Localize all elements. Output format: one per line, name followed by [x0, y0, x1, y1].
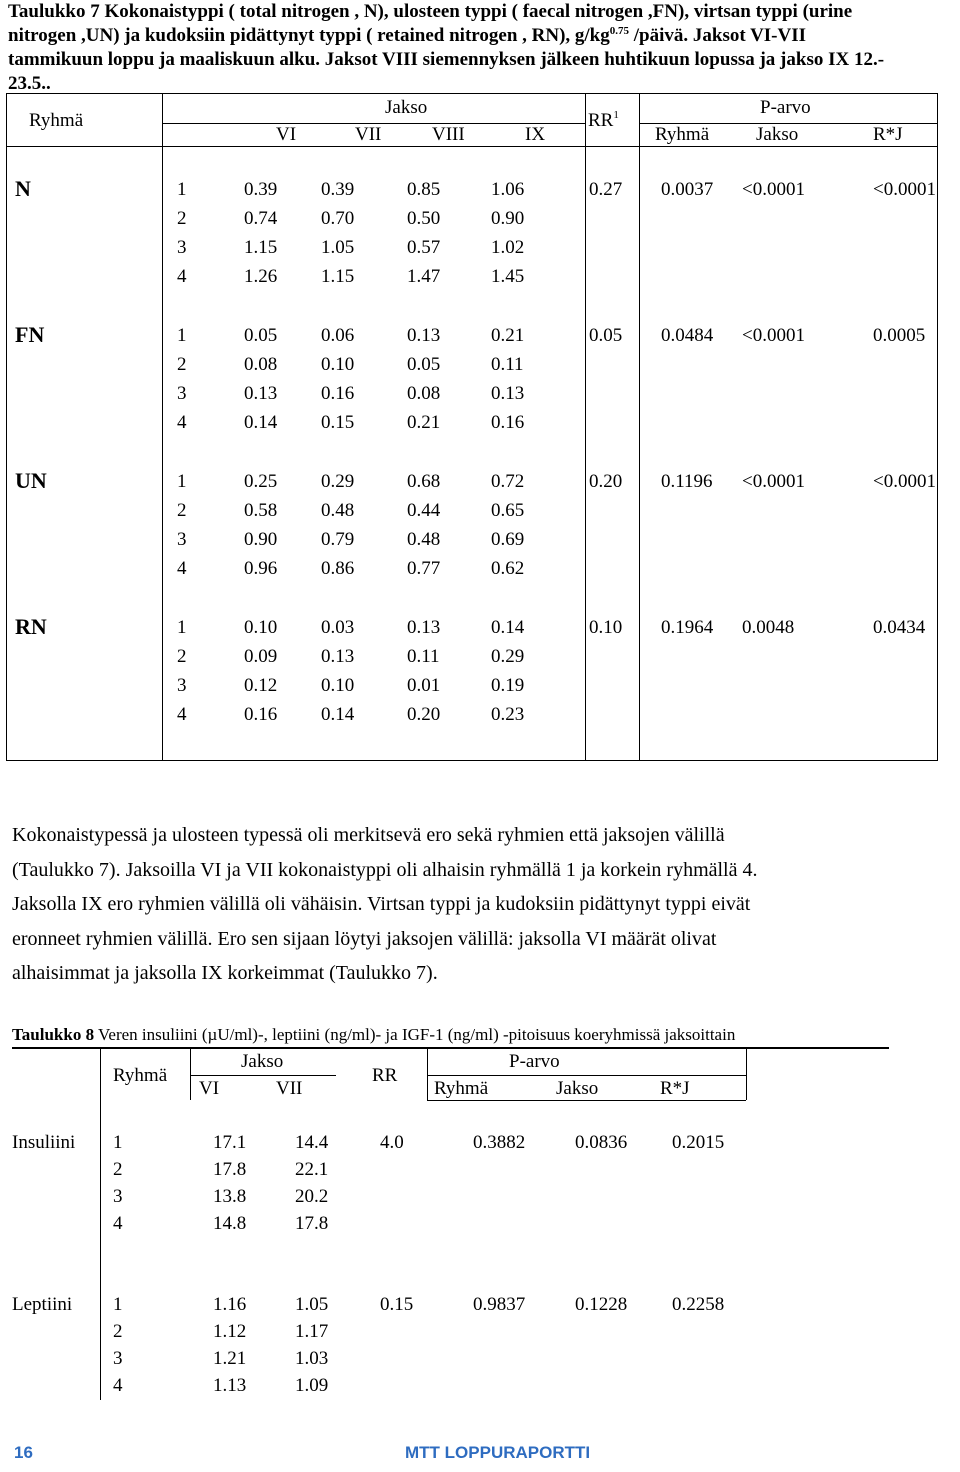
table-divider: [585, 94, 586, 760]
header-p-ryhma: Ryhmä: [434, 1078, 489, 1099]
paragraph-line: eronneet ryhmien välillä. Ero sen sijaan löytyi jaksojen välillä: jaksolla VI määrät olivat: [12, 927, 717, 950]
value-cell-vii: 0.13: [321, 646, 355, 667]
group-label: N: [15, 176, 31, 201]
header-rr-text: RR: [588, 110, 614, 131]
table8-caption: [12, 1024, 735, 1046]
value-cell-vi: 17.1: [213, 1132, 247, 1153]
value-cell-vii: 0.16: [321, 383, 355, 404]
table-divider: [190, 1048, 191, 1100]
stat-cell-p-rj: <0.0001: [873, 471, 936, 492]
value-cell-ix: 0.90: [491, 208, 525, 229]
caption-line: tammikuun loppu ja maaliskuun alku. Jaksot VIII siemennyksen jälkeen huhtikuun lopussa ja jakso IX 12.-: [8, 49, 885, 70]
header-p-rj: R*J: [873, 124, 903, 145]
value-cell-viii: 0.13: [407, 617, 441, 638]
value-cell-vi: 1.16: [213, 1294, 247, 1315]
table7: [6, 93, 938, 761]
header-p-ryhma: Ryhmä: [655, 124, 710, 145]
value-cell-vi: 0.90: [244, 529, 278, 550]
caption-line: [8, 24, 953, 48]
value-cell-vi: 0.12: [244, 675, 278, 696]
stat-cell-p-rj: 0.2015: [672, 1132, 725, 1153]
header-ryhma: Ryhmä: [113, 1065, 168, 1086]
stat-cell-p-jakso: 0.0836: [575, 1132, 628, 1153]
header-jakso: Jakso: [385, 97, 428, 118]
header-jakso: Jakso: [241, 1051, 284, 1072]
value-cell-ix: 0.65: [491, 500, 525, 521]
group-number-cell: 1: [177, 617, 187, 638]
group-number-cell: 3: [177, 237, 187, 258]
header-rule: [427, 1100, 746, 1101]
group-number-cell: 1: [113, 1294, 123, 1315]
value-cell-ix: 0.13: [491, 383, 525, 404]
stat-cell-rr: 0.10: [589, 617, 623, 638]
table-divider: [162, 94, 163, 760]
paragraph-line: alhaisimmat ja jaksolla IX korkeimmat (Taulukko 7).: [12, 962, 438, 984]
table-divider: [746, 1048, 747, 1100]
group-number-cell: 4: [177, 412, 187, 433]
value-cell-vii: 1.09: [295, 1375, 329, 1396]
value-cell-vii: 1.15: [321, 266, 355, 287]
paragraph-line: Kokonaistypessä ja ulosteen typessä oli merkitsevä ero sekä ryhmien että jaksojen välillä: [12, 824, 725, 846]
group-number-cell: 4: [177, 704, 187, 725]
value-cell-ix: 0.19: [491, 675, 525, 696]
header-p-jakso: Jakso: [756, 124, 799, 145]
header-vi: VI: [276, 124, 297, 145]
table-divider: [427, 1048, 428, 1100]
report-title: MTT LOPPURAPORTTI: [405, 1443, 591, 1462]
stat-cell-p-rj: 0.0005: [873, 325, 926, 346]
value-cell-vi: 0.13: [244, 383, 278, 404]
header-ix: IX: [525, 124, 546, 145]
value-cell-viii: 0.57: [407, 237, 441, 258]
group-number-cell: 3: [177, 675, 187, 696]
stat-cell-p-ryhma: 0.1964: [661, 617, 714, 638]
header-rr: [588, 110, 619, 132]
value-cell-vi: 0.39: [244, 179, 278, 200]
value-cell-vi: 17.8: [213, 1159, 247, 1180]
value-cell-vii: 0.03: [321, 617, 355, 638]
value-cell-vi: 13.8: [213, 1186, 247, 1207]
value-cell-ix: 0.72: [491, 471, 525, 492]
value-cell-viii: 0.11: [407, 646, 440, 667]
stat-cell-p-jakso: <0.0001: [742, 325, 805, 346]
stat-cell-p-rj: <0.0001: [873, 179, 936, 200]
value-cell-vi: 1.13: [213, 1375, 247, 1396]
paragraph-line: Jaksolla IX ero ryhmien välillä oli vähäisin. Virtsan typpi ja kudoksiin pidättynyt typpi eivät: [12, 893, 751, 915]
stat-cell-p-jakso: <0.0001: [742, 179, 805, 200]
stat-cell-p-jakso: 0.0048: [742, 617, 795, 638]
value-cell-viii: 0.20: [407, 704, 441, 725]
group-label: UN: [15, 468, 47, 493]
header-parvo: P-arvo: [760, 97, 811, 118]
header-vii: VII: [355, 124, 382, 145]
value-cell-viii: 0.68: [407, 471, 441, 492]
stat-cell-p-ryhma: 0.0484: [661, 325, 714, 346]
value-cell-ix: 1.45: [491, 266, 525, 287]
header-viii: VIII: [432, 124, 465, 145]
value-cell-vii: 1.17: [295, 1321, 329, 1342]
stat-cell-p-jakso: 0.1228: [575, 1294, 628, 1315]
group-number-cell: 4: [177, 558, 187, 579]
group-number-cell: 1: [177, 325, 187, 346]
value-cell-viii: 0.01: [407, 675, 441, 696]
value-cell-ix: 0.23: [491, 704, 525, 725]
value-cell-vii: 22.1: [295, 1159, 329, 1180]
header-rr-sup: 1: [613, 109, 619, 121]
value-cell-vii: 0.48: [321, 500, 355, 521]
group-number-cell: 2: [177, 208, 187, 229]
value-cell-ix: 0.11: [491, 354, 524, 375]
stat-cell-p-rj: 0.2258: [672, 1294, 725, 1315]
group-number-cell: 2: [177, 354, 187, 375]
value-cell-viii: 0.48: [407, 529, 441, 550]
stat-cell-p-rj: 0.0434: [873, 617, 926, 638]
stat-cell-p-ryhma: 0.0037: [661, 179, 714, 200]
caption-line: 23.5..: [8, 73, 51, 94]
value-cell-vii: 1.03: [295, 1348, 329, 1369]
value-cell-vii: 0.70: [321, 208, 355, 229]
group-number-cell: 2: [113, 1159, 123, 1180]
value-cell-vi: 0.14: [244, 412, 278, 433]
caption-underline: [12, 1047, 889, 1049]
stat-cell-rr: 0.20: [589, 471, 623, 492]
value-cell-vii: 20.2: [295, 1186, 329, 1207]
stat-cell-p-jakso: <0.0001: [742, 471, 805, 492]
value-cell-viii: 0.05: [407, 354, 441, 375]
header-vii: VII: [276, 1078, 303, 1099]
stat-cell-rr: 0.05: [589, 325, 623, 346]
value-cell-ix: 1.02: [491, 237, 525, 258]
stat-cell-rr: 0.27: [589, 179, 623, 200]
caption-text: Veren insuliini (µU/ml)-, leptiini (ng/ml)- ja IGF-1 (ng/ml) -pitoisuus koeryhmissä jaksoittain: [94, 1025, 736, 1044]
value-cell-vi: 0.10: [244, 617, 278, 638]
value-cell-viii: 0.44: [407, 500, 441, 521]
value-cell-vii: 0.86: [321, 558, 355, 579]
header-vi: VI: [199, 1078, 220, 1099]
caption-bold: Taulukko 8: [12, 1025, 95, 1044]
group-label: Insuliini: [12, 1132, 76, 1153]
value-cell-viii: 0.85: [407, 179, 441, 200]
header-parvo: P-arvo: [509, 1051, 560, 1072]
value-cell-vi: 0.09: [244, 646, 278, 667]
stat-cell-p-ryhma: 0.3882: [473, 1132, 526, 1153]
group-label: Leptiini: [12, 1294, 73, 1315]
group-number-cell: 3: [177, 383, 187, 404]
value-cell-vi: 1.21: [213, 1348, 247, 1369]
value-cell-viii: 0.77: [407, 558, 441, 579]
value-cell-vii: 0.10: [321, 354, 355, 375]
group-number-cell: 3: [113, 1348, 123, 1369]
caption-text: /päivä. Jaksot VI-VII: [629, 25, 807, 46]
value-cell-viii: 0.13: [407, 325, 441, 346]
header-p-rj: R*J: [660, 1078, 690, 1099]
stat-cell-rr: 0.15: [380, 1294, 414, 1315]
header-subrule: [427, 1075, 746, 1076]
value-cell-ix: 0.14: [491, 617, 525, 638]
value-cell-vii: 0.39: [321, 179, 355, 200]
group-number-cell: 3: [177, 529, 187, 550]
value-cell-vii: 0.79: [321, 529, 355, 550]
stat-cell-rr: 4.0: [380, 1132, 404, 1153]
value-cell-vii: 0.15: [321, 412, 355, 433]
page-number: 16: [14, 1443, 33, 1462]
group-number-cell: 1: [113, 1132, 123, 1153]
group-number-cell: 1: [177, 471, 187, 492]
value-cell-ix: 0.29: [491, 646, 525, 667]
value-cell-vi: 0.05: [244, 325, 278, 346]
group-number-cell: 3: [113, 1186, 123, 1207]
value-cell-vi: 0.08: [244, 354, 278, 375]
value-cell-vii: 1.05: [295, 1294, 329, 1315]
group-number-cell: 2: [177, 646, 187, 667]
paragraph-line: (Taulukko 7). Jaksoilla VI ja VII kokonaistyppi oli alhaisin ryhmällä 1 ja korkein ryhmällä 4.: [12, 858, 758, 881]
header-rr: RR: [372, 1065, 398, 1086]
value-cell-ix: 1.06: [491, 179, 525, 200]
value-cell-vi: 0.25: [244, 471, 278, 492]
value-cell-vii: 17.8: [295, 1213, 329, 1234]
caption-line: Taulukko 7 Kokonaistyppi ( total nitrogen , N), ulosteen typpi ( faecal nitrogen ,FN), virtsan typpi (urine: [8, 1, 853, 22]
group-number-cell: 1: [177, 179, 187, 200]
value-cell-vi: 0.58: [244, 500, 278, 521]
value-cell-vii: 0.14: [321, 704, 355, 725]
value-cell-ix: 0.69: [491, 529, 525, 550]
value-cell-vii: 1.05: [321, 237, 355, 258]
value-cell-ix: 0.62: [491, 558, 525, 579]
group-number-cell: 4: [113, 1375, 123, 1396]
value-cell-vi: 0.96: [244, 558, 278, 579]
value-cell-viii: 0.50: [407, 208, 441, 229]
table-divider: [639, 94, 640, 760]
group-number-cell: 4: [177, 266, 187, 287]
value-cell-vi: 0.16: [244, 704, 278, 725]
value-cell-vii: 0.10: [321, 675, 355, 696]
value-cell-ix: 0.21: [491, 325, 525, 346]
value-cell-viii: 1.47: [407, 266, 441, 287]
value-cell-vi: 1.15: [244, 237, 278, 258]
group-label: FN: [15, 322, 45, 347]
header-rule: [7, 146, 937, 147]
value-cell-ix: 0.16: [491, 412, 525, 433]
value-cell-viii: 0.21: [407, 412, 441, 433]
value-cell-vi: 0.74: [244, 208, 278, 229]
stat-cell-p-ryhma: 0.9837: [473, 1294, 526, 1315]
body-paragraph: [12, 818, 947, 991]
value-cell-vii: 14.4: [295, 1132, 329, 1153]
stat-cell-p-ryhma: 0.1196: [661, 471, 713, 492]
group-number-cell: 4: [113, 1213, 123, 1234]
header-subrule: [190, 1075, 336, 1076]
group-label: RN: [15, 614, 47, 639]
value-cell-vi: 14.8: [213, 1213, 247, 1234]
caption-text: nitrogen ,UN) ja kudoksiin pidättynyt typpi ( retained nitrogen , RN), g/kg: [8, 25, 610, 46]
value-cell-vi: 1.12: [213, 1321, 247, 1342]
header-ryhma: Ryhmä: [29, 110, 84, 131]
value-cell-viii: 0.08: [407, 383, 441, 404]
table7-caption: [8, 0, 953, 96]
table-divider: [100, 1048, 101, 1400]
header-p-jakso: Jakso: [556, 1078, 599, 1099]
value-cell-vii: 0.29: [321, 471, 355, 492]
caption-superscript: 0.75: [609, 25, 629, 37]
group-number-cell: 2: [177, 500, 187, 521]
value-cell-vi: 1.26: [244, 266, 278, 287]
value-cell-vii: 0.06: [321, 325, 355, 346]
group-number-cell: 2: [113, 1321, 123, 1342]
